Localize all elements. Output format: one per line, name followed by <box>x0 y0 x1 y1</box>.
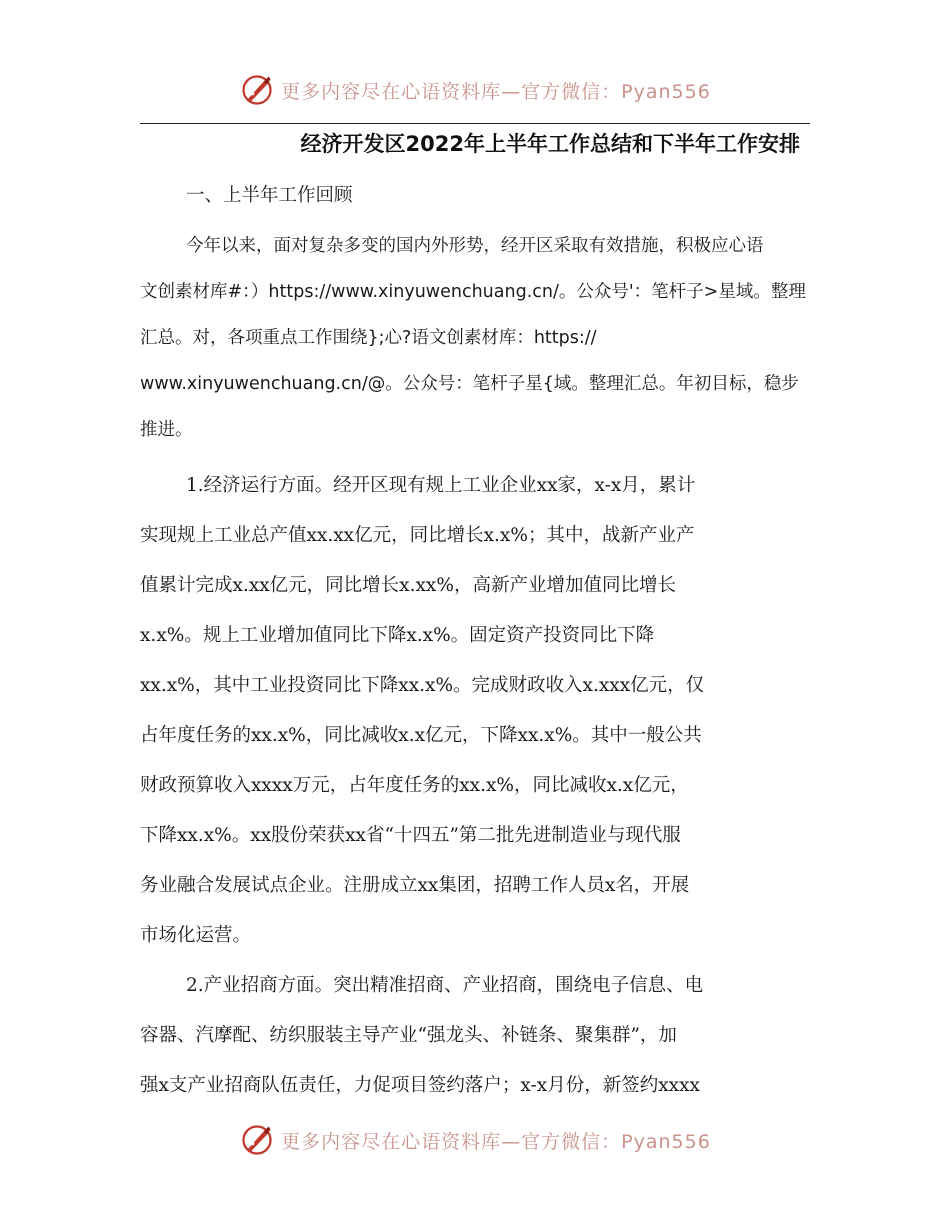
intro-line: 今年以来，面对复杂多变的国内外形势，经开区采取有效措施，积极应心语 <box>186 236 764 256</box>
intro-line: 推进。 <box>140 420 193 440</box>
paragraph-line: 容器、汽摩配、纺织服装主导产业“强龙头、补链条、聚集群”，加 <box>140 1025 677 1046</box>
document-title: 经济开发区2022年上半年工作总结和下半年工作安排 <box>300 132 800 156</box>
paragraph-line: 市场化运营。 <box>140 925 252 946</box>
pen-logo-icon <box>239 72 275 108</box>
watermark-text: 更多内容尽在心语资料库—官方微信：Pyan556 <box>281 80 711 103</box>
paragraph-line: 值累计完成x.xx亿元，同比增长x.xx%，高新产业增加值同比增长 <box>140 575 676 596</box>
intro-line: www.xinyuwenchuang.cn/@。公众号：笔杆子星{域。整理汇总。年初目标，稳步 <box>140 374 799 394</box>
paragraph-line: 强x支产业招商队伍责任，力促项目签约落户；x-x月份，新签约xxxx <box>140 1075 700 1096</box>
paragraph-line: 下降xx.x%。xx股份荣获xx省“十四五”第二批先进制造业与现代服 <box>140 825 681 846</box>
watermark-footer <box>0 1118 950 1162</box>
header-divider <box>140 123 810 124</box>
paragraph-line: 财政预算收入xxxx万元，占年度任务的xx.x%，同比减收x.x亿元， <box>140 775 689 796</box>
paragraph-line: 实现规上工业总产值xx.xx亿元，同比增长x.x%；其中，战新产业产 <box>140 525 695 546</box>
intro-line: 文创素材库#：）https://www.xinyuwenchuang.cn/。公众号'：笔杆子>星域。整理 <box>140 282 806 302</box>
pen-logo-icon <box>239 1122 275 1158</box>
document-body <box>140 178 810 1118</box>
intro-line: 汇总。对，各项重点工作围绕};心?语文创素材库：https:// <box>140 328 597 348</box>
paragraph-line: 1.经济运行方面。经开区现有规上工业企业xx家，x-x月，累计 <box>186 475 696 496</box>
paragraph-line: x.x%。规上工业增加值同比下降x.x%。固定资产投资同比下降 <box>140 625 655 646</box>
paragraph-line: xx.x%，其中工业投资同比下降xx.x%。完成财政收入x.xxx亿元，仅 <box>140 675 705 696</box>
watermark-header <box>0 68 950 112</box>
section-heading: 一、上半年工作回顾 <box>186 185 353 206</box>
watermark-text: 更多内容尽在心语资料库—官方微信：Pyan556 <box>281 1130 711 1153</box>
paragraph-line: 占年度任务的xx.x%，同比减收x.x亿元，下降xx.x%。其中一般公共 <box>140 725 702 746</box>
paragraph-line: 2.产业招商方面。突出精准招商、产业招商，围绕电子信息、电 <box>186 975 704 996</box>
paragraph-line: 务业融合发展试点企业。注册成立xx集团，招聘工作人员x名，开展 <box>140 875 690 896</box>
